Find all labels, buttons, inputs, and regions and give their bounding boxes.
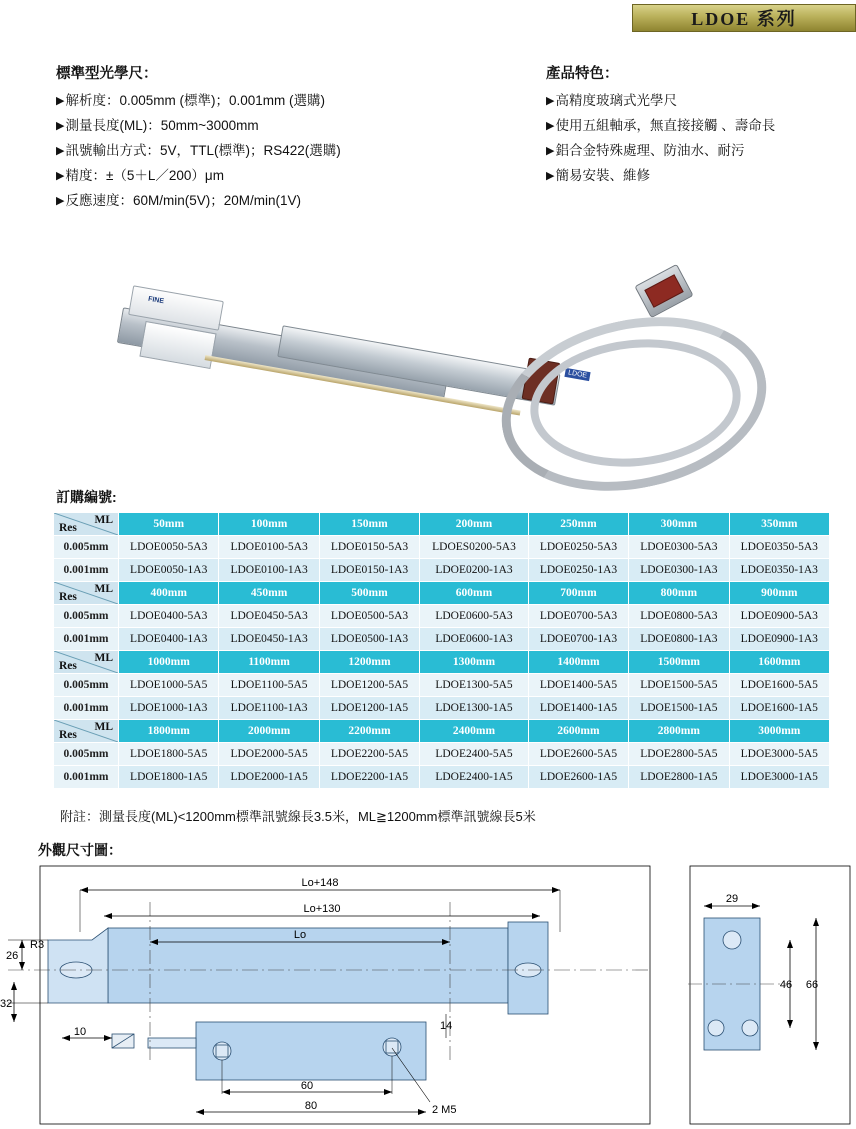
order-code-cell: LDOE1300-1A5 xyxy=(420,697,529,720)
dim-label-60: 60 xyxy=(300,1080,314,1092)
order-code-cell: LDOE0450-1A3 xyxy=(219,628,319,651)
order-code-cell: LDOE0900-1A3 xyxy=(729,628,829,651)
spec-left-item-text: 解析度：0.005mm (標準)；0.001mm (選購) xyxy=(65,93,326,108)
dim-label-29: 29 xyxy=(725,893,739,905)
spec-column-left xyxy=(56,62,526,215)
table-row xyxy=(54,582,830,605)
res-label: 0.005mm xyxy=(54,743,119,766)
order-code-cell: LDOE0150-1A3 xyxy=(319,559,419,582)
res-label: 0.001mm xyxy=(54,697,119,720)
order-code-cell: LDOE0100-5A3 xyxy=(219,536,319,559)
order-table xyxy=(53,512,830,789)
drawing-title: 外觀尺寸圖： xyxy=(38,842,122,858)
order-code-cell: LDOE1800-1A5 xyxy=(119,766,219,789)
table-row xyxy=(54,628,830,651)
spec-left-item xyxy=(56,140,526,162)
order-code-cell: LDOE0500-5A3 xyxy=(319,605,419,628)
dim-label-lo130: Lo+130 xyxy=(303,903,341,915)
order-code-cell: LDOE0600-1A3 xyxy=(420,628,529,651)
order-code-cell: LDOE0800-1A3 xyxy=(629,628,729,651)
ml-header: 150mm xyxy=(319,513,419,536)
bullet-icon: ▶ xyxy=(56,95,65,107)
order-code-cell: LDOE2000-1A5 xyxy=(219,766,319,789)
order-code-cell: LDOE2800-5A5 xyxy=(629,743,729,766)
order-code-cell: LDOE1400-5A5 xyxy=(528,674,628,697)
ml-header: 2600mm xyxy=(528,720,628,743)
corner-ml-label: ML xyxy=(94,652,113,664)
order-code-cell: LDOES0200-5A3 xyxy=(420,536,529,559)
order-code-cell: LDOE0400-5A3 xyxy=(119,605,219,628)
ml-header: 1100mm xyxy=(219,651,319,674)
ml-header: 2800mm xyxy=(629,720,729,743)
ml-header: 3000mm xyxy=(729,720,829,743)
bullet-icon: ▶ xyxy=(546,145,555,157)
order-code-cell: LDOE2200-5A5 xyxy=(319,743,419,766)
ml-header: 700mm xyxy=(528,582,628,605)
spec-left-item-text: 反應速度：60M/min(5V)；20M/min(1V) xyxy=(65,193,302,208)
corner-ml-label: ML xyxy=(94,583,113,595)
brand-label: FINE xyxy=(147,295,165,306)
order-code-cell: LDOE1800-5A5 xyxy=(119,743,219,766)
order-table-note: 附註：測量長度(ML)<1200mm標準訊號線長3.5米，ML≧1200mm標準訊號線長5米 xyxy=(60,809,536,824)
ml-header: 1200mm xyxy=(319,651,419,674)
ml-header: 1400mm xyxy=(528,651,628,674)
order-code-cell: LDOE0700-5A3 xyxy=(528,605,628,628)
dim-label-26: 26 xyxy=(6,950,19,962)
order-code-cell: LDOE0600-5A3 xyxy=(420,605,529,628)
order-code-cell: LDOE1400-1A5 xyxy=(528,697,628,720)
order-code-cell: LDOE0500-1A3 xyxy=(319,628,419,651)
connector-insert xyxy=(644,274,683,308)
ml-header: 1800mm xyxy=(119,720,219,743)
dim-label-2m5: 2 M5 xyxy=(432,1104,457,1116)
table-row xyxy=(54,720,830,743)
order-code-cell: LDOE0100-1A3 xyxy=(219,559,319,582)
order-code-cell: LDOE3000-5A5 xyxy=(729,743,829,766)
corner-res-label: Res xyxy=(59,729,77,741)
ml-header: 1600mm xyxy=(729,651,829,674)
ml-header: 2200mm xyxy=(319,720,419,743)
ml-header: 2400mm xyxy=(420,720,529,743)
ml-header: 400mm xyxy=(119,582,219,605)
order-code-cell: LDOE0900-5A3 xyxy=(729,605,829,628)
ml-header: 600mm xyxy=(420,582,529,605)
order-code-cell: LDOE1100-1A3 xyxy=(219,697,319,720)
dimension-drawing xyxy=(0,862,856,1129)
ml-header: 800mm xyxy=(629,582,729,605)
spec-right-item xyxy=(546,140,846,162)
dim-label-lo: Lo xyxy=(293,929,307,941)
spec-column-right xyxy=(546,62,846,190)
order-code-cell: LDOE1000-1A3 xyxy=(119,697,219,720)
spec-right-item-text: 高精度玻璃式光學尺 xyxy=(555,93,677,108)
order-code-cell: LDOE0300-5A3 xyxy=(629,536,729,559)
spec-left-item xyxy=(56,90,526,112)
order-code-cell: LDOE0250-5A3 xyxy=(528,536,628,559)
spec-right-heading: 產品特色： xyxy=(546,66,619,82)
table-row xyxy=(54,536,830,559)
dim-label-32: 32 xyxy=(0,998,13,1010)
corner-res-label: Res xyxy=(59,660,77,672)
res-label: 0.005mm xyxy=(54,674,119,697)
dim-label-lo148: Lo+148 xyxy=(301,877,339,889)
series-banner xyxy=(632,4,856,32)
order-code-cell: LDOE1500-1A5 xyxy=(629,697,729,720)
order-code-cell: LDOE3000-1A5 xyxy=(729,766,829,789)
spec-left-item-text: 測量長度(ML)：50mm~3000mm xyxy=(65,118,259,133)
ml-header: 350mm xyxy=(729,513,829,536)
order-code-cell: LDOE1600-5A5 xyxy=(729,674,829,697)
spec-left-item xyxy=(56,190,526,212)
spec-left-item xyxy=(56,115,526,137)
spec-right-item-text: 簡易安裝、維修 xyxy=(555,168,650,183)
body-label: LDOE xyxy=(564,368,590,381)
order-code-cell: LDOE0700-1A3 xyxy=(528,628,628,651)
ml-header: 300mm xyxy=(629,513,729,536)
order-code-cell: LDOE1600-1A5 xyxy=(729,697,829,720)
corner-header-cell xyxy=(54,582,119,605)
dim-label-r3: R3 xyxy=(30,939,45,951)
dim-label-14: 14 xyxy=(440,1020,453,1032)
cable-connector xyxy=(634,264,693,318)
bullet-icon: ▶ xyxy=(56,170,65,182)
series-title: LDOE 系列 xyxy=(691,9,797,29)
order-code-cell: LDOE0350-5A3 xyxy=(729,536,829,559)
corner-res-label: Res xyxy=(59,522,77,534)
table-row xyxy=(54,674,830,697)
ml-header: 100mm xyxy=(219,513,319,536)
bullet-icon: ▶ xyxy=(56,145,65,157)
order-code-cell: LDOE2200-1A5 xyxy=(319,766,419,789)
ml-header: 1500mm xyxy=(629,651,729,674)
order-code-cell: LDOE2600-5A5 xyxy=(528,743,628,766)
ml-header: 50mm xyxy=(119,513,219,536)
order-code-cell: LDOE0350-1A3 xyxy=(729,559,829,582)
res-label: 0.001mm xyxy=(54,559,119,582)
table-row xyxy=(54,559,830,582)
corner-ml-label: ML xyxy=(94,721,113,733)
spec-right-item-text: 鋁合金特殊處理、防油水、耐污 xyxy=(555,143,745,158)
spec-right-item xyxy=(546,115,846,137)
corner-header-cell xyxy=(54,513,119,536)
order-code-cell: LDOE0800-5A3 xyxy=(629,605,729,628)
order-code-cell: LDOE2400-1A5 xyxy=(420,766,529,789)
order-code-cell: LDOE0250-1A3 xyxy=(528,559,628,582)
product-photo xyxy=(100,265,770,480)
res-label: 0.005mm xyxy=(54,605,119,628)
corner-ml-label: ML xyxy=(94,514,113,526)
ml-header: 1300mm xyxy=(420,651,529,674)
dim-label-46: 46 xyxy=(779,979,793,991)
table-row xyxy=(54,513,830,536)
spec-left-item xyxy=(56,165,526,187)
order-code-cell: LDOE0050-1A3 xyxy=(119,559,219,582)
order-code-cell: LDOE0200-1A3 xyxy=(420,559,529,582)
order-code-cell: LDOE2600-1A5 xyxy=(528,766,628,789)
ml-header: 2000mm xyxy=(219,720,319,743)
spec-right-item xyxy=(546,90,846,112)
table-row xyxy=(54,697,830,720)
ml-header: 250mm xyxy=(528,513,628,536)
order-code-cell: LDOE1200-1A5 xyxy=(319,697,419,720)
dim-label-10: 10 xyxy=(73,1026,87,1038)
table-row xyxy=(54,743,830,766)
spec-left-item-text: 精度：±（5＋L／200）μm xyxy=(65,168,224,183)
bullet-icon: ▶ xyxy=(546,120,555,132)
dim-label-80: 80 xyxy=(304,1100,318,1112)
ml-header: 200mm xyxy=(420,513,529,536)
table-row xyxy=(54,766,830,789)
bullet-icon: ▶ xyxy=(56,120,65,132)
corner-res-label: Res xyxy=(59,591,77,603)
order-table-title: 訂購編號: xyxy=(56,489,117,505)
order-code-cell: LDOE1100-5A5 xyxy=(219,674,319,697)
res-label: 0.001mm xyxy=(54,628,119,651)
bullet-icon: ▶ xyxy=(56,195,65,207)
spec-left-item-text: 訊號輸出方式：5V，TTL(標準)；RS422(選購) xyxy=(65,143,341,158)
table-row xyxy=(54,651,830,674)
order-code-cell: LDOE0150-5A3 xyxy=(319,536,419,559)
order-code-cell: LDOE1000-5A5 xyxy=(119,674,219,697)
order-code-cell: LDOE0450-5A3 xyxy=(219,605,319,628)
bullet-icon: ▶ xyxy=(546,170,555,182)
order-code-cell: LDOE0400-1A3 xyxy=(119,628,219,651)
ml-header: 500mm xyxy=(319,582,419,605)
corner-header-cell xyxy=(54,651,119,674)
specs-section xyxy=(0,62,856,222)
order-code-cell: LDOE2800-1A5 xyxy=(629,766,729,789)
spec-right-item xyxy=(546,165,846,187)
bullet-icon: ▶ xyxy=(546,95,555,107)
ml-header: 450mm xyxy=(219,582,319,605)
corner-header-cell xyxy=(54,720,119,743)
res-label: 0.005mm xyxy=(54,536,119,559)
order-code-cell: LDOE2400-5A5 xyxy=(420,743,529,766)
spec-right-item-text: 使用五組軸承，無直接接觸 、壽命長 xyxy=(555,118,776,133)
ml-header: 900mm xyxy=(729,582,829,605)
spec-left-heading: 標準型光學尺： xyxy=(56,66,158,82)
order-code-cell: LDOE1500-5A5 xyxy=(629,674,729,697)
order-code-cell: LDOE0300-1A3 xyxy=(629,559,729,582)
order-code-cell: LDOE1200-5A5 xyxy=(319,674,419,697)
ml-header: 1000mm xyxy=(119,651,219,674)
order-code-cell: LDOE2000-5A5 xyxy=(219,743,319,766)
order-code-cell: LDOE0050-5A3 xyxy=(119,536,219,559)
res-label: 0.001mm xyxy=(54,766,119,789)
order-code-cell: LDOE1300-5A5 xyxy=(420,674,529,697)
dim-label-66: 66 xyxy=(805,979,819,991)
table-row xyxy=(54,605,830,628)
